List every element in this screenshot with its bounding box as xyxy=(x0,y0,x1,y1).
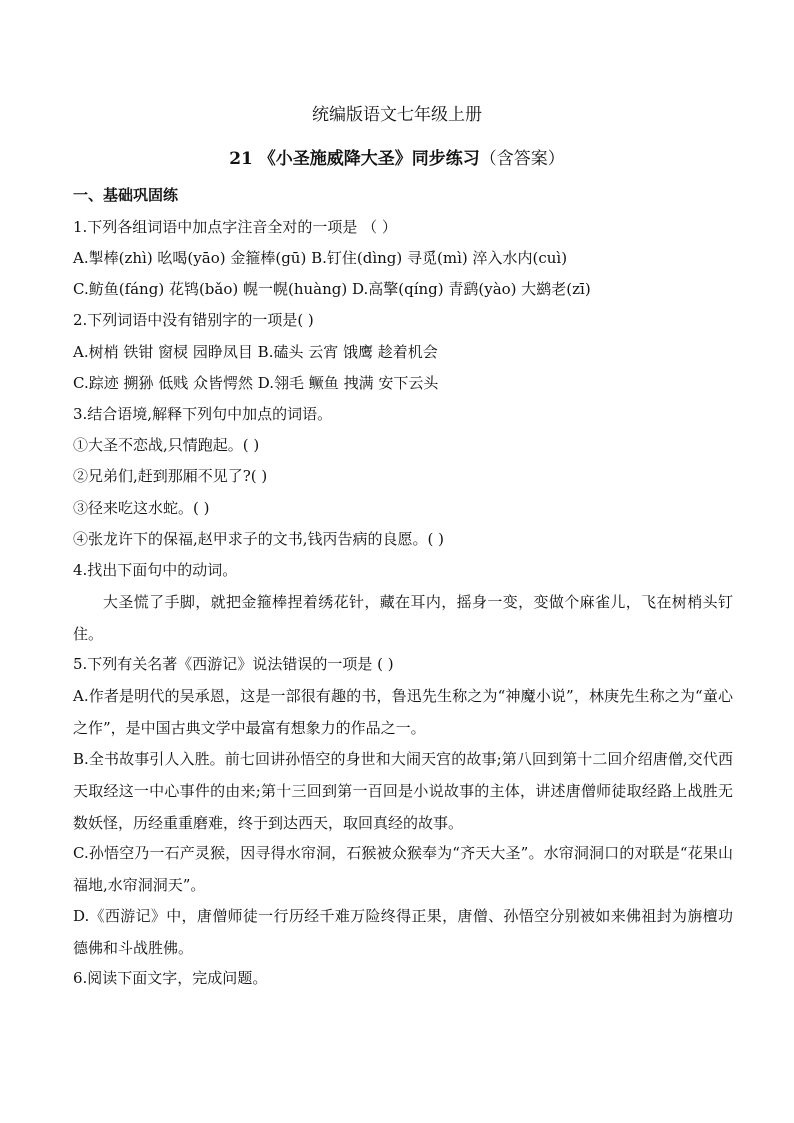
question-2-stem: 2.下列词语中没有错别字的一项是( ) xyxy=(73,311,314,329)
question-5-option-d: D.《西游记》中，唐僧师徒一行历经千难万险终得正果，唐僧、孙悟空分别被如来佛祖封为旃檀功德佛和斗战胜佛。 xyxy=(73,907,733,957)
document-subtitle xyxy=(0,147,794,171)
question-6-stem: 6.阅读下面文字，完成问题。 xyxy=(73,969,268,987)
question-1-options-ab: A.掣棒(zhì) 吆喝(yāo) 金箍棒(gū) B.钉住(dìng) 寻觅(mì) 淬入水内(cuì) xyxy=(73,249,568,267)
question-1-options-cd: C.鲂鱼(fáng) 花鸨(bǎo) 幌一幌(huàng) D.高擎(qíng) 青鹞(yào) 大鹚老(zī) xyxy=(73,280,591,298)
document-title: 统编版语文七年级上册 xyxy=(312,105,482,125)
subtitle-main: 21 《小圣施威降大圣》同步练习 xyxy=(229,149,480,169)
question-2-options-ab: A.树梢 铁钳 窗棂 园睁凤目 B.磕头 云宵 饿鹰 趁着机会 xyxy=(73,343,438,361)
question-1-stem: 1.下列各组词语中加点字注音全对的一项是 （ ） xyxy=(73,218,397,236)
question-3-item-4: ④张龙许下的保福,赵甲求子的文书,钱丙告病的良愿。( ) xyxy=(73,530,445,548)
subtitle-extra: （含答案） xyxy=(479,149,565,169)
section-heading: 一、基础巩固练 xyxy=(73,186,179,204)
question-5-option-c: C.孙悟空乃一石产灵猴，因寻得水帘洞，石猴被众猴奉为“齐天大圣”。水帘洞洞口的对联是“花果山福地,水帘洞洞天”。 xyxy=(73,844,733,894)
question-2-options-cd: C.踪迹 搠狲 低贱 众皆愕然 D.翎毛 鳜鱼 拽满 安下云头 xyxy=(73,374,439,392)
question-3-item-3: ③径来吃这水蛇。( ) xyxy=(73,499,210,517)
question-4-stem: 4.找出下面句中的动词。 xyxy=(73,561,238,579)
question-5-option-a: A.作者是明代的吴承恩，这是一部很有趣的书，鲁迅先生称之为“神魔小说”，林庚先生称之为“童心之作”，是中国古典文学中最富有想象力的作品之一。 xyxy=(73,687,733,737)
question-5-option-b: B.全书故事引人入胜。前七回讲孙悟空的身世和大闹天宫的故事;第八回到第十二回介绍唐僧,交代西天取经这一中心事件的由来;第十三回到第一百回是小说故事的主体，讲述唐僧师徒取经路上战胜无数妖怪，历经重重磨难，终于到达西天，取回真经的故事。 xyxy=(73,750,733,832)
question-4-passage: 大圣慌了手脚，就把金箍棒捏着绣花针，藏在耳内，摇身一变，变做个麻雀儿，飞在树梢头钉住。 xyxy=(73,593,733,643)
question-3-item-2: ②兄弟们,赶到那厢不见了?( ) xyxy=(73,467,268,485)
question-3-item-1: ①大圣不恋战,只情跑起。( ) xyxy=(73,436,260,454)
question-3-stem: 3.结合语境,解释下列句中加点的词语。 xyxy=(73,405,333,423)
question-5-stem: 5.下列有关名著《西游记》说法错误的一项是 ( ) xyxy=(73,655,394,673)
